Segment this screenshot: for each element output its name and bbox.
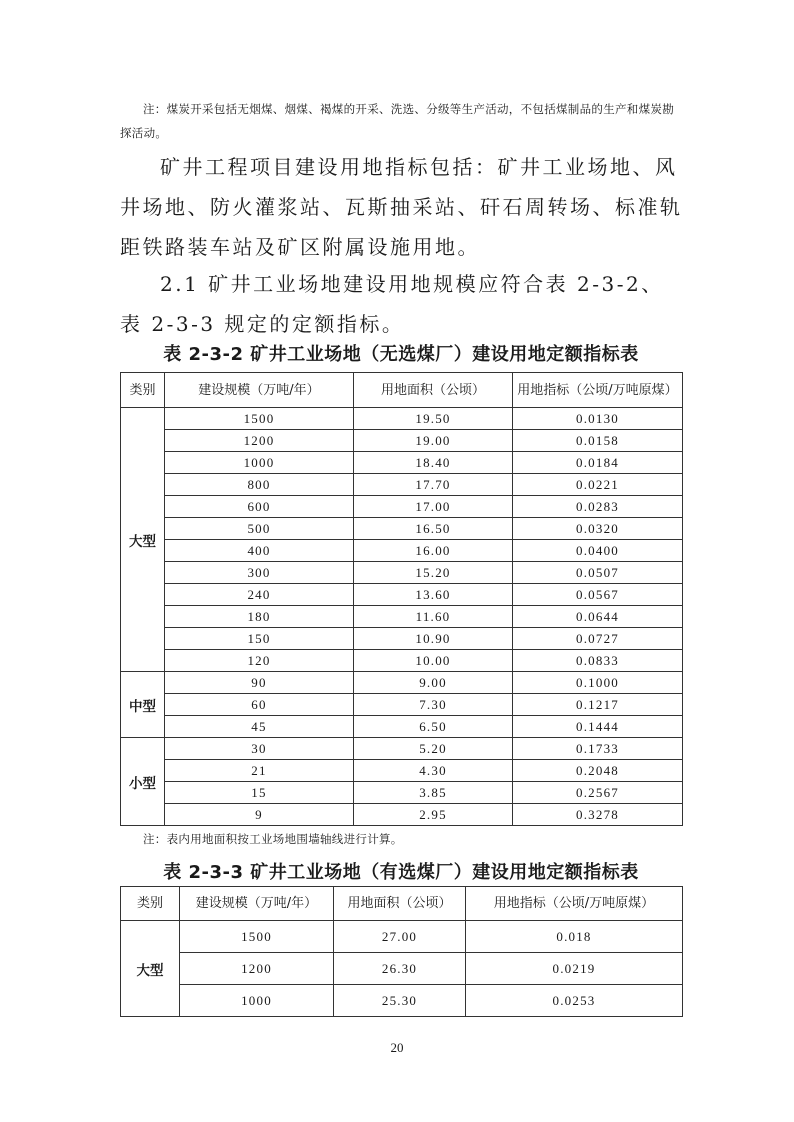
table-row [121,408,683,430]
table-row [121,540,683,562]
header-indicator: 用地指标（公顷/万吨原煤） [513,373,683,408]
indicator-cell: 0.1733 [513,738,683,760]
indicator-cell: 0.2048 [513,760,683,782]
header-scale: 建设规模（万吨/年） [165,373,354,408]
area-cell: 5.20 [354,738,513,760]
area-cell: 2.95 [354,804,513,826]
area-cell: 7.30 [354,694,513,716]
category-cell: 小型 [121,738,165,826]
area-cell: 10.00 [354,650,513,672]
indicator-cell: 0.1444 [513,716,683,738]
indicator-cell: 0.0219 [466,953,683,985]
scale-cell: 1000 [180,985,334,1017]
area-cell: 4.30 [354,760,513,782]
scale-cell: 240 [165,584,354,606]
category-cell: 中型 [121,672,165,738]
area-cell: 3.85 [354,782,513,804]
area-cell: 18.40 [354,452,513,474]
indicator-cell: 0.0727 [513,628,683,650]
scale-cell: 9 [165,804,354,826]
header-scale: 建设规模（万吨/年） [180,887,334,921]
indicator-cell: 0.0184 [513,452,683,474]
table-2-3-2-note: 注：表内用地面积按工业场地围墙轴线进行计算。 [143,832,403,846]
area-cell: 25.30 [334,985,466,1017]
table-header-row [121,373,683,408]
indicator-cell: 0.2567 [513,782,683,804]
category-cell: 大型 [121,921,180,1017]
table-row [121,584,683,606]
area-cell: 6.50 [354,716,513,738]
table-row [121,496,683,518]
table-row [121,804,683,826]
table-row [121,650,683,672]
table-2-3-2 [120,372,683,826]
scale-cell: 1200 [165,430,354,452]
indicator-cell: 0.0644 [513,606,683,628]
header-category: 类别 [121,887,180,921]
area-cell: 13.60 [354,584,513,606]
table-2-3-2-caption: 表 2-3-2 矿井工业场地（无选煤厂）建设用地定额指标表 [163,344,639,365]
table-row [121,694,683,716]
scale-cell: 1500 [180,921,334,953]
table-row [121,921,683,953]
scale-cell: 1000 [165,452,354,474]
scale-cell: 500 [165,518,354,540]
indicator-cell: 0.0158 [513,430,683,452]
scale-cell: 400 [165,540,354,562]
scale-cell: 600 [165,496,354,518]
table-2-3-3-caption: 表 2-3-3 矿井工业场地（有选煤厂）建设用地定额指标表 [163,862,639,883]
table-row [121,782,683,804]
table-row [121,606,683,628]
scale-cell: 1500 [165,408,354,430]
area-cell: 15.20 [354,562,513,584]
area-cell: 19.50 [354,408,513,430]
table-row [121,628,683,650]
area-cell: 17.70 [354,474,513,496]
table-row [121,953,683,985]
scale-cell: 30 [165,738,354,760]
scale-cell: 45 [165,716,354,738]
table-row [121,716,683,738]
indicator-cell: 0.018 [466,921,683,953]
table-row [121,474,683,496]
scale-cell: 120 [165,650,354,672]
scale-cell: 180 [165,606,354,628]
header-area: 用地面积（公顷） [354,373,513,408]
table-row [121,562,683,584]
table-row [121,760,683,782]
indicator-cell: 0.3278 [513,804,683,826]
scale-cell: 1200 [180,953,334,985]
table-header-row [121,887,683,921]
scale-cell: 60 [165,694,354,716]
scale-cell: 800 [165,474,354,496]
scale-cell: 21 [165,760,354,782]
paragraph-land-indicators: 矿井工程项目建设用地指标包括：矿井工业场地、风井场地、防火灌浆站、瓦斯抽采站、矸石周转场、标准轨距铁路装车站及矿区附属设施用地。 [120,155,683,259]
indicator-cell: 0.0320 [513,518,683,540]
scale-cell: 90 [165,672,354,694]
indicator-cell: 0.0400 [513,540,683,562]
area-cell: 17.00 [354,496,513,518]
table-2-3-3 [120,886,683,1017]
area-cell: 19.00 [354,430,513,452]
indicator-cell: 0.0283 [513,496,683,518]
page-number: 20 [390,1040,404,1055]
indicator-cell: 0.0221 [513,474,683,496]
header-category: 类别 [121,373,165,408]
table-row [121,985,683,1017]
scale-cell: 15 [165,782,354,804]
indicator-cell: 0.0253 [466,985,683,1017]
table-row [121,430,683,452]
area-cell: 27.00 [334,921,466,953]
indicator-cell: 0.1217 [513,694,683,716]
indicator-cell: 0.0507 [513,562,683,584]
area-cell: 16.00 [354,540,513,562]
category-cell: 大型 [121,408,165,672]
table-row [121,738,683,760]
table-row [121,518,683,540]
area-cell: 11.60 [354,606,513,628]
area-cell: 9.00 [354,672,513,694]
scale-cell: 150 [165,628,354,650]
indicator-cell: 0.0130 [513,408,683,430]
indicator-cell: 0.0567 [513,584,683,606]
indicator-cell: 0.0833 [513,650,683,672]
paragraph-section-2-1: 2.1 矿井工业场地建设用地规模应符合表 2-3-2、表 2-3-3 规定的定额指标。 [120,272,664,336]
area-cell: 16.50 [354,518,513,540]
table-row [121,452,683,474]
scale-cell: 300 [165,562,354,584]
area-cell: 10.90 [354,628,513,650]
header-area: 用地面积（公顷） [334,887,466,921]
header-indicator: 用地指标（公顷/万吨原煤） [466,887,683,921]
coal-mining-note: 注：煤炭开采包括无烟煤、烟煤、褐煤的开采、洗选、分级等生产活动，不包括煤制品的生产和煤炭勘探活动。 [120,102,674,140]
area-cell: 26.30 [334,953,466,985]
indicator-cell: 0.1000 [513,672,683,694]
table-row [121,672,683,694]
